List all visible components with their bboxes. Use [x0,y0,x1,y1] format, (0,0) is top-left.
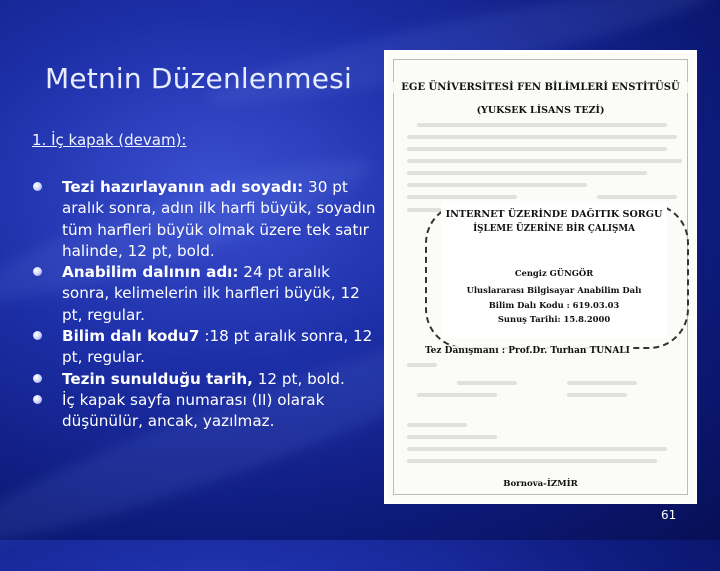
place-name: Bornova-İZMİR [503,479,578,489]
bullet-text: :18 pt aralık sonra, 12 pt, regular. [62,327,373,367]
bullet-icon [33,374,42,383]
bullet-icon [33,331,42,340]
thesis-advisor: Tez Danışmanı : Prof.Dr. Turhan TUNALI [425,346,630,356]
title-block [441,201,667,338]
bullet-bold-text: Tezin sunulduğu tarih, [62,369,253,388]
bullet-icon [33,182,42,191]
department-name: Uluslararası Bilgisayar Anabilim Dalı [466,285,642,295]
thesis-type [387,105,694,116]
bullet-item [30,326,380,369]
thesis-title-line-2: İŞLEME ÜZERİNE BİR ÇALIŞMA [473,224,635,234]
bullet-item [30,177,380,262]
bullet-text: 24 pt aralık sonra, kelimelerin ilk harfleri büyük, 12 pt, regular. [62,263,360,324]
bullet-icon [33,395,42,404]
bullet-icon [33,267,42,276]
bullet-list [30,177,380,433]
author-name: Cengiz GÜNGÖR [514,268,594,278]
bullet-text: İç kapak sayfa numarası (II) olarak düşünülür, ancak, yazılmaz. [62,390,325,431]
thesis-title-line-1: INTERNET ÜZERİNDE DAĞITIK SORGU [445,209,663,220]
bullet-bold-text: Anabilim dalının adı: [62,263,239,282]
thesis-type-text: (YUKSEK LİSANS TEZİ) [474,105,608,116]
slide-subtitle: 1. İç kapak (devam): [32,131,187,149]
bullet-bold-text: Bilim dalı kodu7 [62,327,200,346]
discipline-code: Bilim Dalı Kodu : 619.03.03 [488,300,620,310]
slide-title: Metnin Düzenlenmesi [45,62,352,95]
bullet-item [30,369,380,390]
bullet-item [30,262,380,326]
submission-date: Sunuş Tarihi: 15.8.2000 [497,314,611,324]
page-number: 61 [661,508,677,522]
bullet-text: 12 pt, bold. [252,369,345,388]
bullet-bold-text: Tezi hazırlayanın adı soyadı: [62,178,304,196]
bullet-item [30,390,380,433]
thesis-cover-image [384,50,697,504]
university-name: EGE ÜNİVERSİTESİ FEN BİLİMLERİ ENSTİTÜSÜ [387,82,694,93]
bullet-text: 30 pt aralık sonra, adın ilk harfi büyük, soyadın tüm harfleri büyük olmak üzere tek satır halinde, 12 pt, bold. [62,178,376,260]
